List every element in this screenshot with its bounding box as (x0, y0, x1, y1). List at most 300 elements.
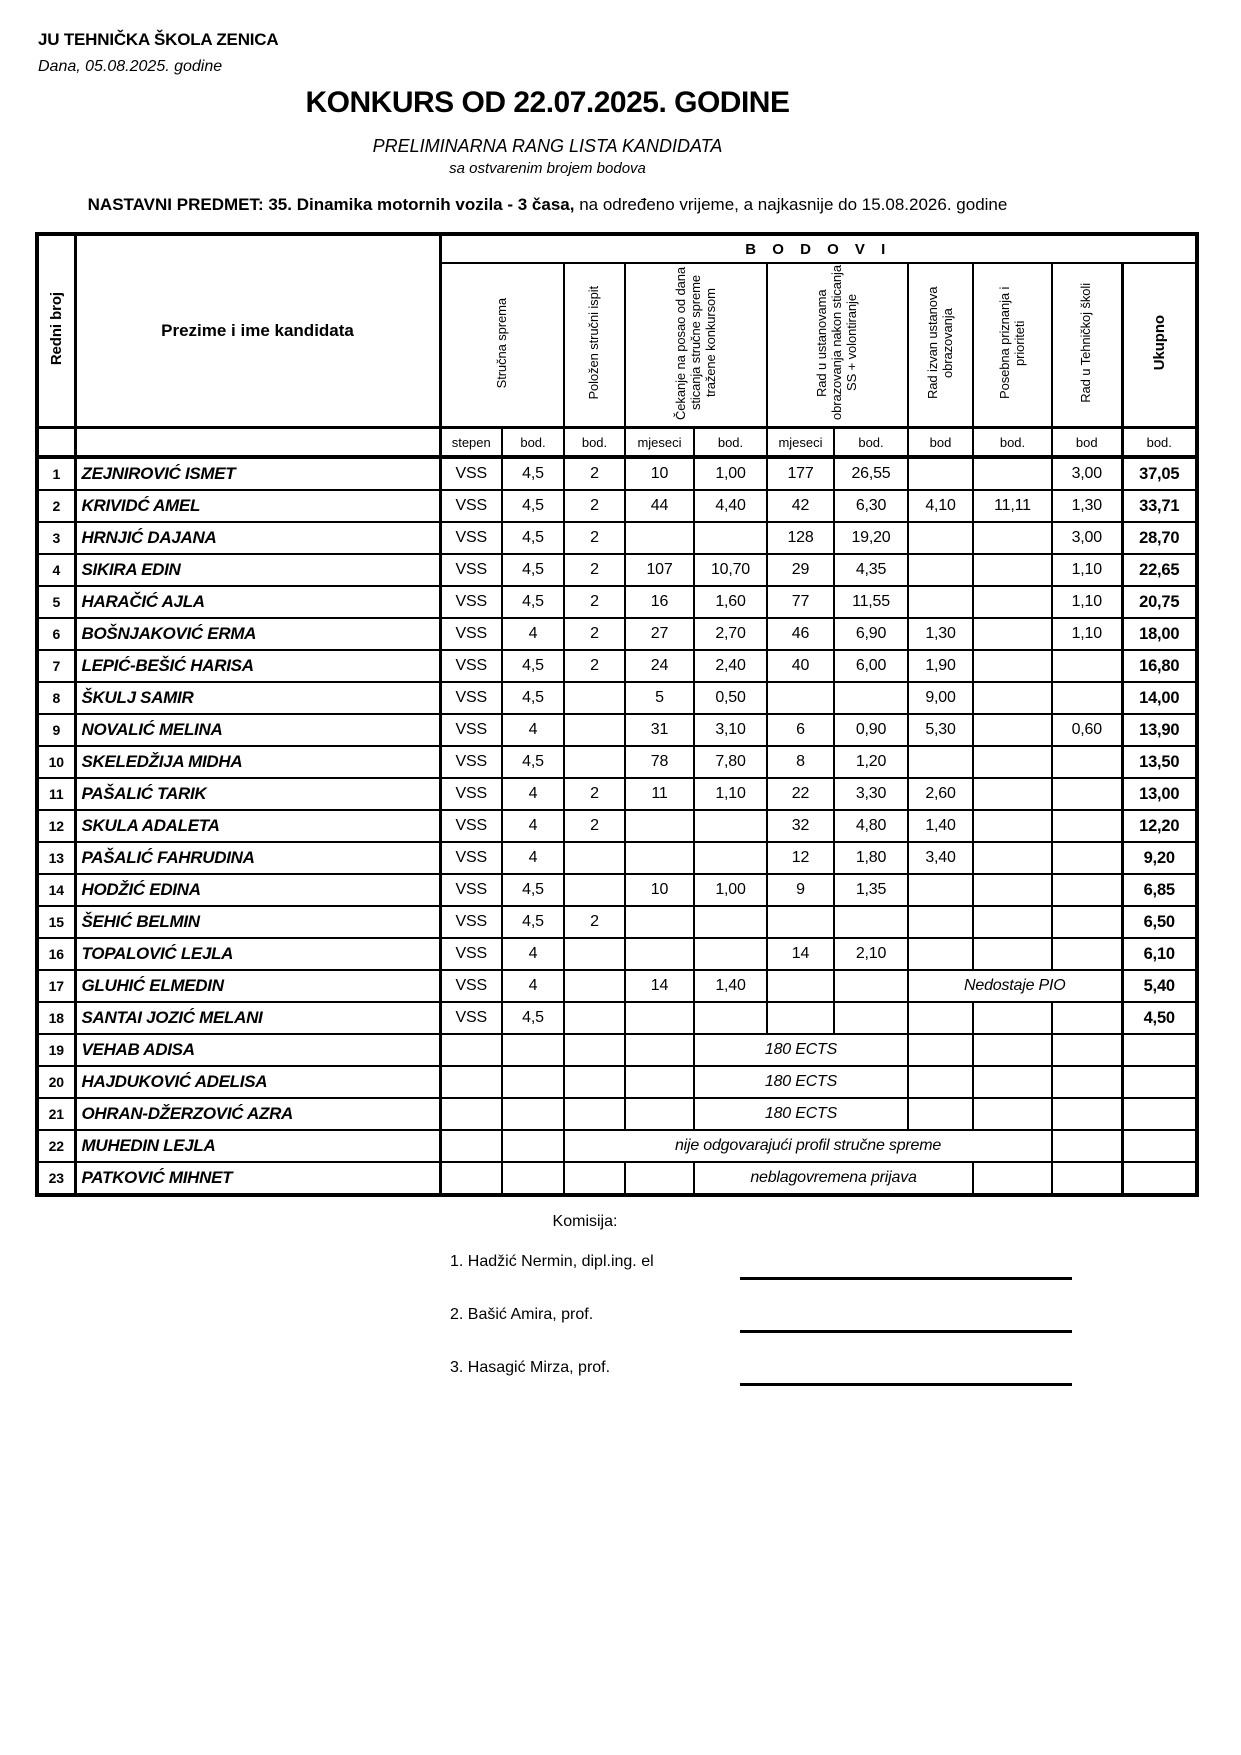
score-cell: 4 (502, 778, 564, 810)
header-polozen-ispit: Položen stručni ispit (564, 263, 625, 428)
score-cell (834, 906, 908, 938)
score-cell: 13,90 (1122, 714, 1197, 746)
row-number: 13 (37, 842, 75, 874)
score-cell (694, 1002, 767, 1034)
note-cell: 180 ECTS (694, 1066, 908, 1098)
score-cell: VSS (440, 490, 502, 522)
row-number: 19 (37, 1034, 75, 1066)
candidate-name: HRNJIĆ DAJANA (75, 522, 440, 554)
score-cell (1052, 938, 1122, 970)
subheader-row (37, 428, 1197, 458)
score-cell: 4,5 (502, 490, 564, 522)
candidate-name: ZEJNIROVIĆ ISMET (75, 457, 440, 490)
header-ukupno: Ukupno (1122, 263, 1197, 428)
row-number: 20 (37, 1066, 75, 1098)
score-cell (440, 1034, 502, 1066)
score-cell: 1,40 (694, 970, 767, 1002)
score-cell (1052, 810, 1122, 842)
score-cell (564, 682, 625, 714)
score-cell (564, 874, 625, 906)
score-cell (625, 938, 694, 970)
score-cell (625, 906, 694, 938)
table-row (37, 554, 1197, 586)
score-cell (908, 1002, 973, 1034)
candidate-name: ŠEHIĆ BELMIN (75, 906, 440, 938)
score-cell: VSS (440, 842, 502, 874)
note-cell: 180 ECTS (694, 1098, 908, 1130)
score-cell (767, 682, 834, 714)
table-row (37, 906, 1197, 938)
score-cell: VSS (440, 906, 502, 938)
score-cell: 1,00 (694, 457, 767, 490)
score-cell: VSS (440, 1002, 502, 1034)
score-cell: 14,00 (1122, 682, 1197, 714)
candidate-name: PAŠALIĆ FAHRUDINA (75, 842, 440, 874)
score-cell (908, 874, 973, 906)
candidate-name: LEPIĆ-BEŠIĆ HARISA (75, 650, 440, 682)
score-cell: 0,90 (834, 714, 908, 746)
header-rad-izvan: Rad izvan ustanova obrazovanja (908, 263, 973, 428)
score-cell: 6,10 (1122, 938, 1197, 970)
row-number: 18 (37, 1002, 75, 1034)
score-cell: 11 (625, 778, 694, 810)
score-cell: 1,00 (694, 874, 767, 906)
score-cell (564, 1098, 625, 1130)
score-cell (908, 522, 973, 554)
score-cell: 107 (625, 554, 694, 586)
score-cell (973, 618, 1052, 650)
note-cell: Nedostaje PIO (908, 970, 1122, 1002)
row-number: 12 (37, 810, 75, 842)
score-cell (908, 586, 973, 618)
candidate-name: PAŠALIĆ TARIK (75, 778, 440, 810)
row-number: 21 (37, 1098, 75, 1130)
header-strucna-sprema: Stručna sprema (440, 263, 564, 428)
score-cell: 2 (564, 586, 625, 618)
table-row (37, 1066, 1197, 1098)
score-cell (564, 1066, 625, 1098)
signature-line-2 (740, 1330, 1072, 1333)
doc-subtitle: PRELIMINARNA RANG LISTA KANDIDATA (372, 136, 723, 156)
score-cell: 37,05 (1122, 457, 1197, 490)
score-cell (973, 682, 1052, 714)
score-cell: VSS (440, 810, 502, 842)
table-row (37, 874, 1197, 906)
candidate-name: GLUHIĆ ELMEDIN (75, 970, 440, 1002)
score-cell (625, 522, 694, 554)
score-cell: 12,20 (1122, 810, 1197, 842)
score-cell: 10,70 (694, 554, 767, 586)
score-cell (1052, 1162, 1122, 1195)
score-cell: 26,55 (834, 457, 908, 490)
score-cell (767, 1002, 834, 1034)
candidate-name: NOVALIĆ MELINA (75, 714, 440, 746)
score-cell: VSS (440, 746, 502, 778)
score-cell: 2 (564, 810, 625, 842)
score-cell: 8 (767, 746, 834, 778)
candidate-name: BOŠNJAKOVIĆ ERMA (75, 618, 440, 650)
score-cell (564, 938, 625, 970)
score-cell: 3,40 (908, 842, 973, 874)
score-cell: 31 (625, 714, 694, 746)
komisija-member-2: 2. Bašić Amira, prof. (450, 1306, 594, 1324)
score-cell (767, 906, 834, 938)
score-cell (1052, 842, 1122, 874)
subject-bold: NASTAVNI PREDMET: 35. Dinamika motornih vozila - 3 časa, (87, 195, 575, 214)
score-cell (908, 746, 973, 778)
score-cell: 3,00 (1052, 522, 1122, 554)
subheader-cell: bod (908, 428, 973, 458)
score-cell: 2 (564, 650, 625, 682)
table-row (37, 457, 1197, 490)
row-number: 16 (37, 938, 75, 970)
candidate-name: HAJDUKOVIĆ ADELISA (75, 1066, 440, 1098)
score-cell (973, 1002, 1052, 1034)
score-cell (1052, 778, 1122, 810)
score-cell: 10 (625, 874, 694, 906)
row-number: 15 (37, 906, 75, 938)
score-cell: 2 (564, 554, 625, 586)
score-cell (694, 938, 767, 970)
score-cell: 3,10 (694, 714, 767, 746)
row-number: 8 (37, 682, 75, 714)
score-cell: 1,10 (1052, 554, 1122, 586)
candidate-name: OHRAN-DŽERZOVIĆ AZRA (75, 1098, 440, 1130)
score-cell: 40 (767, 650, 834, 682)
score-cell (625, 1162, 694, 1195)
score-cell: 16,80 (1122, 650, 1197, 682)
score-cell: 2 (564, 457, 625, 490)
score-cell: 4,5 (502, 682, 564, 714)
score-cell (625, 842, 694, 874)
score-cell: 4 (502, 842, 564, 874)
score-cell: 2,40 (694, 650, 767, 682)
row-number: 4 (37, 554, 75, 586)
score-cell (973, 746, 1052, 778)
score-cell (973, 522, 1052, 554)
candidate-name: ŠKULJ SAMIR (75, 682, 440, 714)
score-cell (1052, 1034, 1122, 1066)
subheader-cell: bod. (694, 428, 767, 458)
table-row (37, 938, 1197, 970)
score-cell: 11,55 (834, 586, 908, 618)
row-number: 6 (37, 618, 75, 650)
candidate-name: VEHAB ADISA (75, 1034, 440, 1066)
score-cell: 10 (625, 457, 694, 490)
row-number: 5 (37, 586, 75, 618)
score-cell: 0,60 (1052, 714, 1122, 746)
candidate-name: HARAČIĆ AJLA (75, 586, 440, 618)
candidate-name: TOPALOVIĆ LEJLA (75, 938, 440, 970)
score-cell: 4,5 (502, 874, 564, 906)
score-cell (834, 1002, 908, 1034)
score-cell: VSS (440, 970, 502, 1002)
score-cell: 1,90 (908, 650, 973, 682)
score-cell: 5 (625, 682, 694, 714)
table-row (37, 586, 1197, 618)
score-cell: 46 (767, 618, 834, 650)
score-cell (973, 778, 1052, 810)
score-cell (694, 906, 767, 938)
score-cell: VSS (440, 586, 502, 618)
row-number: 22 (37, 1130, 75, 1162)
candidate-name: HODŽIĆ EDINA (75, 874, 440, 906)
score-cell: 6,90 (834, 618, 908, 650)
score-cell (694, 522, 767, 554)
note-cell: neblagovremena prijava (694, 1162, 973, 1195)
score-cell (564, 746, 625, 778)
score-cell: 28,70 (1122, 522, 1197, 554)
score-cell: 6,00 (834, 650, 908, 682)
score-cell: 4,5 (502, 746, 564, 778)
score-cell (1052, 682, 1122, 714)
signature-line-3 (740, 1383, 1072, 1386)
score-cell: 13,50 (1122, 746, 1197, 778)
row-number: 2 (37, 490, 75, 522)
table-row (37, 618, 1197, 650)
score-cell: 9,00 (908, 682, 973, 714)
score-cell: VSS (440, 650, 502, 682)
table-row (37, 778, 1197, 810)
score-cell: 4,80 (834, 810, 908, 842)
score-cell (973, 714, 1052, 746)
score-cell: 18,00 (1122, 618, 1197, 650)
score-cell (564, 714, 625, 746)
score-cell: VSS (440, 714, 502, 746)
score-cell (834, 682, 908, 714)
score-cell: VSS (440, 938, 502, 970)
komisija-member-3: 3. Hasagić Mirza, prof. (450, 1359, 611, 1377)
score-cell: 177 (767, 457, 834, 490)
komisija-label: Komisija: (552, 1213, 618, 1231)
subheader-empty-cell (37, 428, 75, 458)
score-cell (564, 970, 625, 1002)
score-cell (502, 1066, 564, 1098)
score-cell (973, 842, 1052, 874)
score-cell: VSS (440, 682, 502, 714)
score-cell (564, 1002, 625, 1034)
score-cell (973, 938, 1052, 970)
score-cell: 3,00 (1052, 457, 1122, 490)
score-cell (908, 1034, 973, 1066)
subheader-cell: bod. (973, 428, 1052, 458)
score-cell (440, 1066, 502, 1098)
score-cell: 78 (625, 746, 694, 778)
score-cell (908, 938, 973, 970)
table-row (37, 522, 1197, 554)
score-cell: 4 (502, 970, 564, 1002)
score-cell: 4 (502, 810, 564, 842)
table-row (37, 714, 1197, 746)
score-cell (973, 650, 1052, 682)
table-row (37, 1034, 1197, 1066)
score-cell: 5,40 (1122, 970, 1197, 1002)
score-cell (973, 1162, 1052, 1195)
score-cell: 2 (564, 778, 625, 810)
subheader-cell: stepen (440, 428, 502, 458)
table-row (37, 1162, 1197, 1195)
candidate-name: SANTAI JOZIĆ MELANI (75, 1002, 440, 1034)
score-cell: 32 (767, 810, 834, 842)
header-redni-broj-label: Redni broj (47, 292, 65, 366)
score-cell (973, 1034, 1052, 1066)
subheader-empty-cell (75, 428, 440, 458)
score-cell: 2 (564, 618, 625, 650)
signature-line-1 (740, 1277, 1072, 1280)
score-cell (973, 1098, 1052, 1130)
score-cell (625, 810, 694, 842)
score-cell: 0,50 (694, 682, 767, 714)
score-cell: 14 (767, 938, 834, 970)
score-cell (502, 1098, 564, 1130)
score-cell: 1,40 (908, 810, 973, 842)
table-row (37, 810, 1197, 842)
header-candidate-name: Prezime i ime kandidata (75, 234, 440, 428)
header-posebna: Posebna priznanja i prioriteti (973, 263, 1052, 428)
score-cell (440, 1130, 502, 1162)
score-cell (908, 906, 973, 938)
candidate-name: MUHEDIN LEJLA (75, 1130, 440, 1162)
score-cell (973, 906, 1052, 938)
score-cell: VSS (440, 554, 502, 586)
score-cell: 6,30 (834, 490, 908, 522)
subheader-cell: bod. (834, 428, 908, 458)
score-cell: 1,10 (694, 778, 767, 810)
score-cell: 24 (625, 650, 694, 682)
subheader-cell: bod. (502, 428, 564, 458)
score-cell (694, 842, 767, 874)
score-cell (908, 1066, 973, 1098)
score-cell: 11,11 (973, 490, 1052, 522)
score-cell (1122, 1130, 1197, 1162)
header-redni-broj (37, 234, 75, 428)
score-cell (1122, 1162, 1197, 1195)
score-cell: 4,5 (502, 554, 564, 586)
subheader-cell: bod. (564, 428, 625, 458)
header-bodovi: B O D O V I (440, 234, 1197, 263)
score-cell: 2,10 (834, 938, 908, 970)
score-cell: 2 (564, 906, 625, 938)
score-cell: VSS (440, 874, 502, 906)
note-cell: nije odgovarajući profil stručne spreme (564, 1130, 1052, 1162)
score-cell (440, 1098, 502, 1130)
score-cell (973, 874, 1052, 906)
score-cell (1052, 874, 1122, 906)
score-cell: 1,35 (834, 874, 908, 906)
score-cell (1052, 1002, 1122, 1034)
score-cell: 29 (767, 554, 834, 586)
score-cell: 4,10 (908, 490, 973, 522)
table-row (37, 490, 1197, 522)
score-cell (1122, 1034, 1197, 1066)
score-cell (1052, 746, 1122, 778)
score-cell: 4,5 (502, 1002, 564, 1034)
score-cell: 1,20 (834, 746, 908, 778)
candidate-name: KRIVIDĆ AMEL (75, 490, 440, 522)
candidate-name: PATKOVIĆ MIHNET (75, 1162, 440, 1195)
score-cell: VSS (440, 457, 502, 490)
subheader-cell: bod. (1122, 428, 1197, 458)
score-cell: 4,5 (502, 586, 564, 618)
rank-table (35, 232, 1199, 1197)
score-cell: 1,10 (1052, 586, 1122, 618)
header-rad-ustanove: Rad u ustanovama obrazovanja nakon sticanja SS + volontiranje (767, 263, 908, 428)
score-cell: 16 (625, 586, 694, 618)
score-cell: 42 (767, 490, 834, 522)
score-cell: 4,5 (502, 906, 564, 938)
score-cell: 4 (502, 938, 564, 970)
table-row (37, 682, 1197, 714)
score-cell: 44 (625, 490, 694, 522)
score-cell: 4,5 (502, 650, 564, 682)
score-cell: 19,20 (834, 522, 908, 554)
score-cell: 77 (767, 586, 834, 618)
score-cell (973, 457, 1052, 490)
table-row (37, 842, 1197, 874)
subheader-cell: mjeseci (767, 428, 834, 458)
score-cell: 4,5 (502, 522, 564, 554)
doc-subtitle2: sa ostvarenim brojem bodova (449, 160, 646, 177)
score-cell: 7,80 (694, 746, 767, 778)
subject-rest: na određeno vrijeme, a najkasnije do 15.08.2026. godine (574, 195, 1008, 214)
score-cell: 4,40 (694, 490, 767, 522)
score-cell (973, 1066, 1052, 1098)
score-cell (502, 1162, 564, 1195)
score-cell: 22 (767, 778, 834, 810)
score-cell: 6,50 (1122, 906, 1197, 938)
table-row (37, 970, 1197, 1002)
table-row (37, 1130, 1197, 1162)
score-cell: 1,10 (1052, 618, 1122, 650)
score-cell (973, 554, 1052, 586)
table-row (37, 650, 1197, 682)
score-cell: 6 (767, 714, 834, 746)
score-cell (1122, 1066, 1197, 1098)
score-cell (625, 1098, 694, 1130)
subheader-cell: bod (1052, 428, 1122, 458)
score-cell: 2 (564, 490, 625, 522)
score-cell (502, 1130, 564, 1162)
score-cell: 4,50 (1122, 1002, 1197, 1034)
score-cell: 22,65 (1122, 554, 1197, 586)
score-cell (1052, 1130, 1122, 1162)
score-cell (973, 810, 1052, 842)
score-cell (502, 1034, 564, 1066)
score-cell: 2,60 (908, 778, 973, 810)
score-cell (973, 586, 1052, 618)
subject-line (35, 192, 1060, 218)
row-number: 23 (37, 1162, 75, 1195)
score-cell: VSS (440, 522, 502, 554)
score-cell: 12 (767, 842, 834, 874)
score-cell (1052, 650, 1122, 682)
doc-title: KONKURS OD 22.07.2025. GODINE (305, 86, 790, 119)
score-cell (564, 842, 625, 874)
table-row (37, 1002, 1197, 1034)
score-cell (564, 1162, 625, 1195)
score-cell (908, 554, 973, 586)
score-cell (564, 1034, 625, 1066)
score-cell (908, 457, 973, 490)
row-number: 17 (37, 970, 75, 1002)
score-cell: 14 (625, 970, 694, 1002)
date-line: Dana, 05.08.2025. godine (38, 58, 223, 75)
score-cell: 4,5 (502, 457, 564, 490)
score-cell: 1,80 (834, 842, 908, 874)
candidate-name: SKELEDŽIJA MIDHA (75, 746, 440, 778)
score-cell: 9 (767, 874, 834, 906)
score-cell: 33,71 (1122, 490, 1197, 522)
